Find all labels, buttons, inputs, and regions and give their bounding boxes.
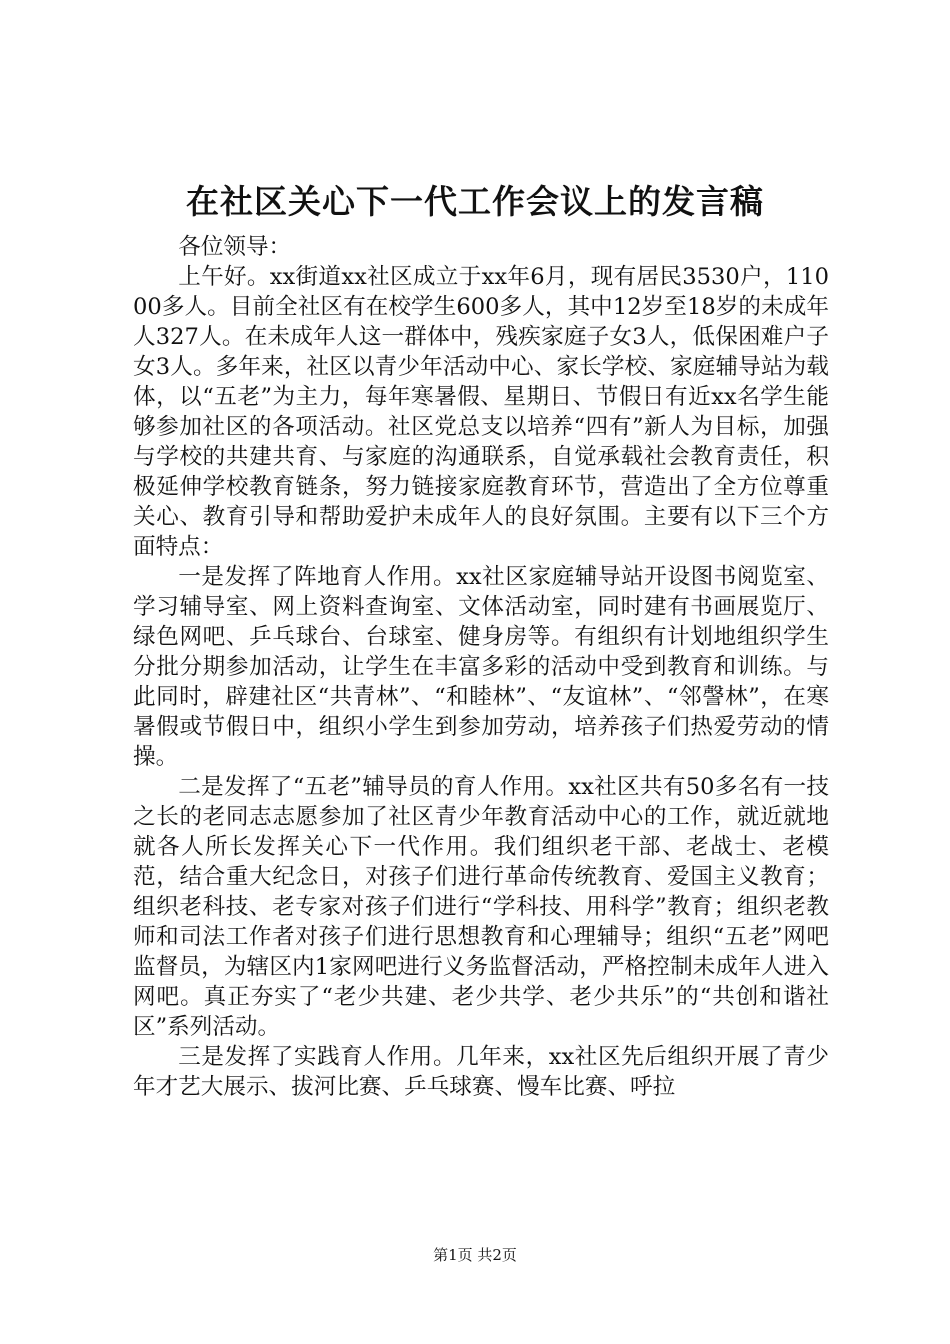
point-two-paragraph: 二是发挥了“五老”辅导员的育人作用。xx社区共有50多名有一技之长的老同志志愿参加了社区青少年教育活动中心的工作，就近就地就各人所长发挥关心下一代作用。我们组织老干部、老战士、老模范，结合重大纪念日，对孩子们进行革命传统教育、爱国主义教育；组织老科技、老专家对孩子们进行“学科技、用科学”教育；组织老教师和司法工作者对孩子们进行思想教育和心理辅导；组织“五老”网吧监督员，为辖区内1家网吧进行义务监督活动，严格控制未成年人进入网吧。真正夯实了“老少共建、老少共学、老少共乐”的“共创和谐社区”系列活动。 [133,774,829,1040]
salutation-paragraph: 各位领导： [178,234,292,260]
intro-paragraph: 上午好。xx街道xx社区成立于xx年6月，现有居民3530户，11000多人。目前全社区有在校学生600多人，其中12岁至18岁的未成年人327人。在未成年人这一群体中，残疾家庭子女3人，低保困难户子女3人。多年来，社区以青少年活动中心、家长学校、家庭辅导站为载体，以“五老”为主力，每年寒暑假、星期日、节假日有近xx名学生能够参加社区的各项活动。社区党总支以培养“四有”新人为目标，加强与学校的共建共育、与家庭的沟通联系，自觉承载社会教育责任，积极延伸学校教育链条，努力链接家庭教育环节，营造出了全方位尊重关心、教育引导和帮助爱护未成年人的良好氛围。主要有以下三个方面特点： [133,264,829,560]
document-body [133,232,829,1102]
page-number-footer: 第1页 共2页 [433,1246,517,1264]
point-three-paragraph: 三是发挥了实践育人作用。几年来，xx社区先后组织开展了青少年才艺大展示、拔河比赛、乒乓球赛、慢车比赛、呼拉 [133,1044,829,1100]
document-title: 在社区关心下一代工作会议上的发言稿 [186,182,764,221]
point-one-paragraph: 一是发挥了阵地育人作用。xx社区家庭辅导站开设图书阅览室、学习辅导室、网上资料查询室、文体活动室，同时建有书画展览厅、绿色网吧、乒乓球台、台球室、健身房等。有组织有计划地组织学生分批分期参加活动，让学生在丰富多彩的活动中受到教育和训练。与此同时，辟建社区“共青林”、“和睦林”、“友谊林”、“邻謦林”，在寒暑假或节假日中，组织小学生到参加劳动，培养孩子们热爱劳动的情操。 [133,564,829,770]
